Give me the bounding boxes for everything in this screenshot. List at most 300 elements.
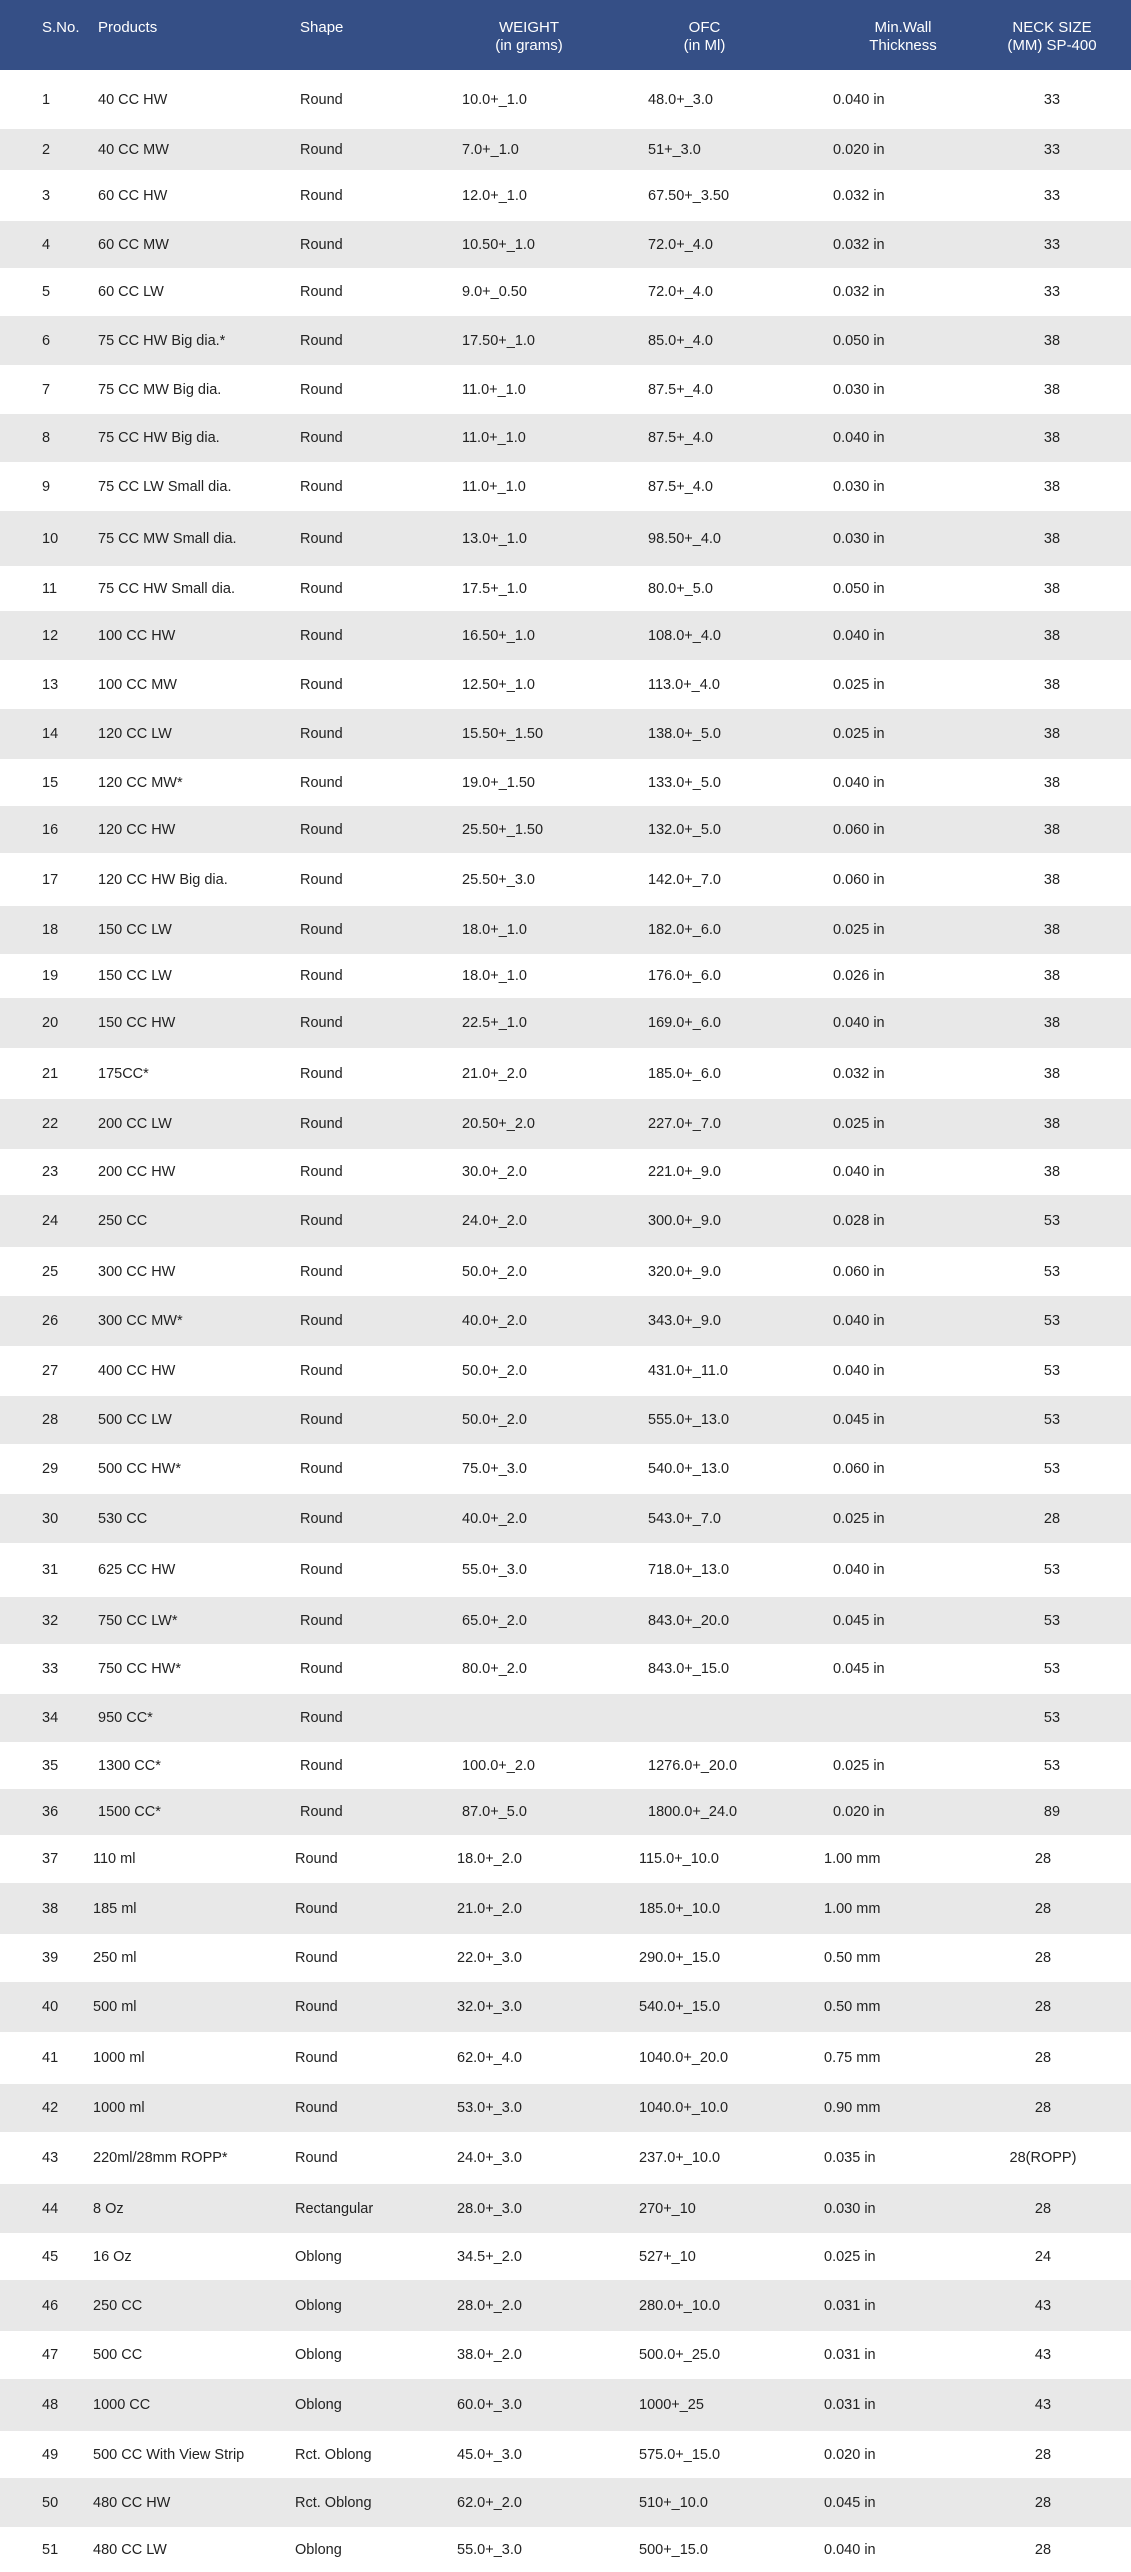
cell-shape: Round: [300, 381, 343, 398]
cell-sno: 14: [42, 726, 59, 742]
cell-shape: Round: [300, 187, 343, 204]
cell-product: 100 CC MW: [98, 676, 177, 693]
table-row: [0, 998, 1131, 1048]
cell-weight: 24.0+_3.0: [457, 2150, 522, 2166]
table-row: [0, 2431, 1131, 2478]
table-row: [0, 1494, 1131, 1543]
cell-sno: 45: [42, 2248, 59, 2265]
cell-weight: 62.0+_2.0: [457, 2494, 522, 2511]
cell-ofc: 343.0+_9.0: [648, 1313, 721, 1329]
cell-ofc: 575.0+_15.0: [639, 2446, 721, 2463]
cell-wall-thickness: 0.030 in: [833, 530, 885, 547]
cell-ofc: 500+_15.0: [639, 2541, 708, 2558]
cell-shape: Round: [300, 1313, 343, 1329]
cell-product: 1000 CC: [93, 2397, 151, 2413]
cell-sno: 46: [42, 2297, 59, 2314]
table-row: [0, 1694, 1131, 1742]
cell-weight: 17.50+_1.0: [462, 332, 535, 349]
cell-wall-thickness: 0.50 mm: [824, 1950, 881, 1966]
cell-shape: Round: [300, 141, 343, 158]
cell-product: 40 CC MW: [98, 141, 169, 158]
cell-product: 500 ml: [93, 1999, 137, 2015]
cell-ofc: 176.0+_6.0: [648, 968, 721, 984]
cell-wall-thickness: 0.060 in: [833, 1263, 885, 1280]
cell-product: 480 CC LW: [93, 2541, 167, 2558]
cell-sno: 31: [42, 1562, 59, 1578]
table-row: [0, 1789, 1131, 1835]
cell-product: 75 CC HW Big dia.*: [98, 332, 226, 349]
cell-ofc: 500.0+_25.0: [639, 2347, 721, 2363]
header-shape: Shape: [300, 19, 344, 36]
cell-ofc: 1000+_25: [639, 2397, 704, 2413]
cell-product: 150 CC HW: [98, 1015, 176, 1031]
cell-sno: 23: [42, 1164, 59, 1180]
cell-weight: 11.0+_1.0: [462, 381, 526, 398]
cell-shape: Round: [300, 332, 343, 349]
header-neck: [973, 0, 1131, 55]
cell-sno: 1: [42, 91, 51, 108]
cell-wall-thickness: 0.020 in: [833, 141, 885, 158]
cell-neck-size: 28: [1034, 2050, 1052, 2066]
cell-wall-thickness: 0.032 in: [833, 187, 885, 204]
cell-ofc: 185.0+_6.0: [648, 1065, 721, 1082]
cell-sno: 2: [42, 141, 51, 158]
cell-weight: 11.0+_1.0: [462, 430, 526, 446]
cell-neck-size: 28: [1034, 1851, 1052, 1867]
table-row: [0, 709, 1131, 759]
cell-shape: Round: [300, 91, 343, 108]
table-row: [0, 759, 1131, 806]
cell-sno: 10: [42, 530, 59, 547]
cell-neck-size: 38: [1043, 1164, 1061, 1180]
cell-ofc: 431.0+_11.0: [648, 1363, 728, 1379]
cell-weight: 21.0+_2.0: [457, 1900, 522, 1917]
cell-neck-size: 28(ROPP): [1009, 2150, 1077, 2166]
cell-neck-size: 53: [1043, 1313, 1061, 1329]
cell-wall-thickness: 0.025 in: [833, 1510, 885, 1527]
cell-shape: Round: [300, 922, 343, 938]
cell-shape: Round: [300, 1015, 343, 1031]
cell-weight: 80.0+_2.0: [462, 1661, 527, 1677]
table-row: [0, 129, 1131, 170]
cell-product: 75 CC MW Big dia.: [98, 381, 222, 398]
table-row: [0, 2032, 1131, 2084]
cell-neck-size: 28: [1034, 2494, 1052, 2511]
cell-wall-thickness: 0.060 in: [833, 871, 885, 888]
cell-product: 150 CC LW: [98, 968, 172, 984]
cell-shape: Round: [300, 627, 343, 644]
cell-shape: Round: [300, 1412, 343, 1428]
cell-wall-thickness: 1.00 mm: [824, 1900, 881, 1917]
cell-ofc: 108.0+_4.0: [648, 627, 721, 644]
cell-wall-thickness: 0.030 in: [824, 2200, 876, 2217]
cell-ofc: 843.0+_15.0: [648, 1661, 730, 1677]
cell-neck-size: 38: [1043, 821, 1061, 838]
cell-product: 75 CC MW Small dia.: [98, 530, 237, 547]
cell-ofc: 280.0+_10.0: [639, 2297, 721, 2314]
cell-ofc: 85.0+_4.0: [648, 332, 713, 349]
cell-shape: Round: [295, 1999, 338, 2015]
cell-shape: Round: [300, 871, 343, 888]
cell-shape: Round: [300, 1461, 343, 1477]
cell-shape: Round: [295, 2150, 338, 2166]
cell-sno: 18: [42, 922, 59, 938]
cell-neck-size: 53: [1043, 1612, 1061, 1629]
cell-product: 200 CC HW: [98, 1164, 176, 1180]
cell-ofc: 132.0+_5.0: [648, 821, 721, 838]
cell-sno: 39: [42, 1950, 59, 1966]
cell-weight: 15.50+_1.50: [462, 726, 544, 742]
cell-product: 300 CC HW: [98, 1263, 176, 1280]
cell-shape: Round: [300, 1116, 343, 1132]
table-row: [0, 1934, 1131, 1982]
cell-wall-thickness: 0.050 in: [833, 580, 885, 597]
cell-wall-thickness: 0.040 in: [833, 1313, 885, 1329]
cell-product: 75 CC HW Big dia.: [98, 430, 220, 446]
cell-product: 120 CC MW*: [98, 774, 183, 791]
cell-neck-size: 38: [1043, 381, 1061, 398]
cell-neck-size: 53: [1043, 1263, 1061, 1280]
cell-weight: 34.5+_2.0: [457, 2248, 522, 2265]
cell-wall-thickness: 0.040 in: [833, 627, 885, 644]
cell-sno: 21: [42, 1065, 59, 1082]
cell-sno: 13: [42, 676, 59, 693]
table-row: [0, 1644, 1131, 1694]
table-row: [0, 511, 1131, 566]
table-row: [0, 170, 1131, 221]
cell-sno: 16: [42, 821, 59, 838]
cell-sno: 38: [42, 1900, 59, 1917]
table-row: [0, 1247, 1131, 1296]
cell-weight: 32.0+_3.0: [457, 1999, 522, 2015]
header-neck-line1: NECK SIZE: [1012, 19, 1092, 36]
cell-sno: 30: [42, 1510, 59, 1527]
cell-product: 530 CC: [98, 1510, 148, 1527]
cell-wall-thickness: 0.050 in: [833, 332, 885, 349]
cell-shape: Oblong: [295, 2297, 342, 2314]
cell-neck-size: 43: [1034, 2297, 1052, 2314]
cell-neck-size: 33: [1043, 187, 1061, 204]
cell-ofc: 1276.0+_20.0: [648, 1757, 738, 1774]
cell-sno: 8: [42, 430, 51, 446]
cell-weight: 50.0+_2.0: [462, 1363, 527, 1379]
cell-ofc: 169.0+_6.0: [648, 1015, 721, 1031]
cell-neck-size: 43: [1034, 2347, 1052, 2363]
cell-neck-size: 38: [1043, 530, 1061, 547]
table-row: [0, 1346, 1131, 1396]
cell-wall-thickness: 0.030 in: [833, 478, 885, 495]
cell-shape: Oblong: [295, 2248, 342, 2265]
cell-wall-thickness: 0.031 in: [824, 2297, 876, 2314]
cell-wall-thickness: 0.040 in: [833, 1562, 885, 1578]
cell-neck-size: 38: [1043, 1065, 1061, 1082]
cell-wall-thickness: 0.060 in: [833, 1461, 885, 1477]
table-row: [0, 2184, 1131, 2233]
cell-wall-thickness: 0.025 in: [824, 2248, 876, 2265]
table-row: [0, 660, 1131, 709]
cell-sno: 3: [42, 187, 51, 204]
cell-neck-size: 33: [1043, 141, 1061, 158]
table-row: [0, 316, 1131, 365]
header-ofc-line2: (in Ml): [683, 37, 726, 54]
cell-product: 120 CC LW: [98, 726, 172, 742]
cell-product: 1000 ml: [93, 2100, 145, 2116]
cell-neck-size: 53: [1043, 1213, 1061, 1229]
cell-shape: Rectangular: [295, 2200, 374, 2217]
table-header: [0, 0, 1131, 70]
cell-neck-size: 53: [1043, 1363, 1061, 1379]
cell-ofc: 113.0+_4.0: [648, 676, 720, 693]
cell-ofc: 510+_10.0: [639, 2494, 708, 2511]
cell-product: 75 CC LW Small dia.: [98, 478, 232, 495]
cell-neck-size: 53: [1043, 1661, 1061, 1677]
cell-ofc: 290.0+_15.0: [639, 1950, 721, 1966]
cell-neck-size: 38: [1043, 871, 1061, 888]
cell-weight: 10.0+_1.0: [462, 91, 527, 108]
cell-ofc: 87.5+_4.0: [648, 381, 713, 398]
cell-weight: 7.0+_1.0: [462, 141, 519, 158]
cell-sno: 37: [42, 1851, 59, 1867]
table-row: [0, 806, 1131, 853]
table-row: [0, 1048, 1131, 1099]
cell-sno: 5: [42, 284, 51, 300]
cell-ofc: 237.0+_10.0: [639, 2150, 721, 2166]
table-row: [0, 2527, 1131, 2572]
cell-product: 175CC*: [98, 1065, 149, 1082]
cell-neck-size: 53: [1043, 1412, 1061, 1428]
cell-neck-size: 33: [1043, 91, 1061, 108]
cell-ofc: 67.50+_3.50: [648, 187, 730, 204]
cell-product: 8 Oz: [93, 2200, 124, 2217]
cell-product: 1000 ml: [93, 2050, 145, 2066]
cell-wall-thickness: 0.030 in: [833, 381, 885, 398]
cell-wall-thickness: 0.040 in: [833, 1363, 885, 1379]
cell-ofc: 320.0+_9.0: [648, 1263, 721, 1280]
cell-product: 220ml/28mm ROPP*: [93, 2150, 228, 2166]
cell-product: 1500 CC*: [98, 1804, 161, 1820]
cell-ofc: 270+_10: [639, 2200, 696, 2217]
cell-shape: Round: [300, 236, 343, 253]
table-row: [0, 2280, 1131, 2331]
cell-shape: Round: [300, 726, 343, 742]
cell-product: 750 CC LW*: [98, 1612, 178, 1629]
table-row: [0, 1742, 1131, 1789]
cell-weight: 40.0+_2.0: [462, 1313, 527, 1329]
cell-weight: 18.0+_2.0: [457, 1851, 522, 1867]
cell-shape: Round: [300, 580, 343, 597]
table-row: [0, 1835, 1131, 1883]
table-row: [0, 462, 1131, 511]
cell-ofc: 540.0+_13.0: [648, 1461, 730, 1477]
cell-product: 60 CC LW: [98, 284, 164, 300]
cell-neck-size: 33: [1043, 284, 1061, 300]
cell-shape: Round: [300, 1164, 343, 1180]
cell-shape: Round: [300, 284, 343, 300]
table-row: [0, 853, 1131, 906]
table-row: [0, 566, 1131, 611]
table-row: [0, 268, 1131, 316]
cell-sno: 28: [42, 1412, 59, 1428]
cell-product: 200 CC LW: [98, 1116, 172, 1132]
cell-neck-size: 28: [1034, 1900, 1052, 1917]
cell-shape: Round: [300, 1065, 343, 1082]
cell-ofc: 182.0+_6.0: [648, 922, 721, 938]
cell-weight: 87.0+_5.0: [462, 1804, 527, 1820]
cell-product: 500 CC: [93, 2347, 143, 2363]
cell-product: 950 CC*: [98, 1710, 153, 1726]
cell-sno: 27: [42, 1363, 59, 1379]
cell-product: 60 CC MW: [98, 236, 169, 253]
table-row: [0, 1444, 1131, 1494]
header-sno: S.No.: [42, 19, 80, 36]
cell-wall-thickness: 0.040 in: [824, 2541, 876, 2558]
cell-wall-thickness: 0.026 in: [833, 968, 885, 984]
cell-weight: 9.0+_0.50: [462, 284, 527, 300]
cell-shape: Round: [300, 1263, 343, 1280]
table-row: [0, 221, 1131, 268]
cell-wall-thickness: 0.060 in: [833, 821, 885, 838]
table-row: [0, 414, 1131, 462]
cell-weight: 50.0+_2.0: [462, 1263, 527, 1280]
cell-product: 500 CC LW: [98, 1412, 172, 1428]
header-wall-line2: Thickness: [869, 37, 937, 54]
table-row: [0, 954, 1131, 998]
cell-ofc: 1040.0+_20.0: [639, 2050, 729, 2066]
cell-ofc: 115.0+_10.0: [639, 1851, 719, 1867]
cell-neck-size: 38: [1043, 774, 1061, 791]
cell-shape: Round: [300, 430, 343, 446]
cell-sno: 4: [42, 236, 51, 253]
cell-weight: 25.50+_1.50: [462, 821, 544, 838]
cell-product: 16 Oz: [93, 2248, 132, 2265]
cell-sno: 36: [42, 1804, 59, 1820]
cell-shape: Round: [300, 1804, 343, 1820]
cell-shape: Oblong: [295, 2347, 342, 2363]
cell-neck-size: 38: [1043, 580, 1061, 597]
cell-ofc: 98.50+_4.0: [648, 530, 721, 547]
cell-product: 480 CC HW: [93, 2494, 171, 2511]
cell-weight: 62.0+_4.0: [457, 2050, 522, 2066]
cell-neck-size: 43: [1034, 2397, 1052, 2413]
cell-product: 300 CC MW*: [98, 1313, 183, 1329]
cell-shape: Round: [300, 530, 343, 547]
cell-neck-size: 28: [1034, 2541, 1052, 2558]
cell-weight: 12.50+_1.0: [462, 676, 535, 693]
cell-ofc: 72.0+_4.0: [648, 236, 713, 253]
cell-sno: 6: [42, 332, 51, 349]
cell-neck-size: 89: [1043, 1804, 1061, 1820]
cell-neck-size: 38: [1043, 726, 1061, 742]
cell-sno: 29: [42, 1461, 59, 1477]
cell-shape: Round: [300, 1510, 343, 1527]
cell-weight: 11.0+_1.0: [462, 478, 526, 495]
cell-weight: 38.0+_2.0: [457, 2347, 522, 2363]
table-row: [0, 1099, 1131, 1149]
cell-sno: 32: [42, 1612, 59, 1629]
header-products: Products: [98, 19, 158, 36]
cell-shape: Round: [300, 821, 343, 838]
table-row: [0, 1396, 1131, 1444]
cell-ofc: 87.5+_4.0: [648, 478, 713, 495]
table-row: [0, 2478, 1131, 2527]
table-row: [0, 1296, 1131, 1346]
cell-shape: Round: [300, 1757, 343, 1774]
cell-neck-size: 28: [1034, 2200, 1052, 2217]
table-body: [0, 70, 1131, 2572]
cell-neck-size: 38: [1043, 1116, 1061, 1132]
cell-ofc: 142.0+_7.0: [648, 871, 721, 888]
cell-wall-thickness: 0.025 in: [833, 1757, 885, 1774]
table-row: [0, 365, 1131, 414]
cell-sno: 42: [42, 2100, 59, 2116]
cell-shape: Round: [300, 774, 343, 791]
table-row: [0, 1883, 1131, 1934]
cell-weight: 18.0+_1.0: [462, 922, 527, 938]
table-row: [0, 1149, 1131, 1195]
cell-shape: Round: [300, 1213, 343, 1229]
cell-weight: 30.0+_2.0: [462, 1164, 527, 1180]
cell-ofc: 185.0+_10.0: [639, 1900, 721, 1917]
cell-wall-thickness: 0.040 in: [833, 91, 885, 108]
cell-neck-size: 38: [1043, 922, 1061, 938]
cell-shape: Round: [300, 1661, 343, 1677]
cell-neck-size: 28: [1043, 1510, 1061, 1527]
cell-ofc: 543.0+_7.0: [648, 1510, 721, 1527]
table-row: [0, 2132, 1131, 2184]
table-row: [0, 1982, 1131, 2032]
cell-ofc: 221.0+_9.0: [648, 1164, 721, 1180]
cell-sno: 15: [42, 774, 59, 791]
cell-product: 150 CC LW: [98, 922, 172, 938]
cell-shape: Rct. Oblong: [295, 2494, 372, 2511]
cell-sno: 17: [42, 871, 59, 888]
cell-product: 750 CC HW*: [98, 1661, 181, 1677]
table-row: [0, 2084, 1131, 2132]
table-row: [0, 611, 1131, 660]
cell-weight: 55.0+_3.0: [457, 2541, 522, 2558]
cell-sno: 51: [42, 2541, 59, 2558]
cell-ofc: 540.0+_15.0: [639, 1999, 721, 2015]
cell-shape: Round: [300, 1562, 343, 1578]
cell-weight: 25.50+_3.0: [462, 871, 535, 888]
cell-neck-size: 53: [1043, 1461, 1061, 1477]
cell-ofc: 72.0+_4.0: [648, 284, 713, 300]
cell-neck-size: 28: [1034, 2100, 1052, 2116]
cell-product: 250 CC: [93, 2297, 143, 2314]
cell-neck-size: 28: [1034, 1999, 1052, 2015]
header-ofc: [648, 0, 833, 55]
header-weight-line1: WEIGHT: [499, 19, 559, 36]
cell-weight: 13.0+_1.0: [462, 530, 527, 547]
cell-wall-thickness: 0.025 in: [833, 676, 885, 693]
cell-weight: 22.5+_1.0: [462, 1015, 527, 1031]
cell-neck-size: 38: [1043, 430, 1061, 446]
table-row: [0, 2331, 1131, 2379]
cell-wall-thickness: 0.75 mm: [824, 2050, 881, 2066]
cell-wall-thickness: 0.90 mm: [824, 2100, 881, 2116]
cell-shape: Round: [300, 478, 343, 495]
cell-sno: 47: [42, 2347, 59, 2363]
cell-product: 40 CC HW: [98, 91, 168, 108]
cell-neck-size: 38: [1043, 332, 1061, 349]
cell-ofc: 48.0+_3.0: [648, 91, 713, 108]
cell-sno: 41: [42, 2050, 59, 2066]
cell-product: 100 CC HW: [98, 627, 176, 644]
cell-weight: 28.0+_3.0: [457, 2200, 522, 2217]
cell-sno: 24: [42, 1213, 59, 1229]
cell-shape: Round: [300, 1612, 343, 1629]
cell-ofc: 227.0+_7.0: [648, 1116, 721, 1132]
